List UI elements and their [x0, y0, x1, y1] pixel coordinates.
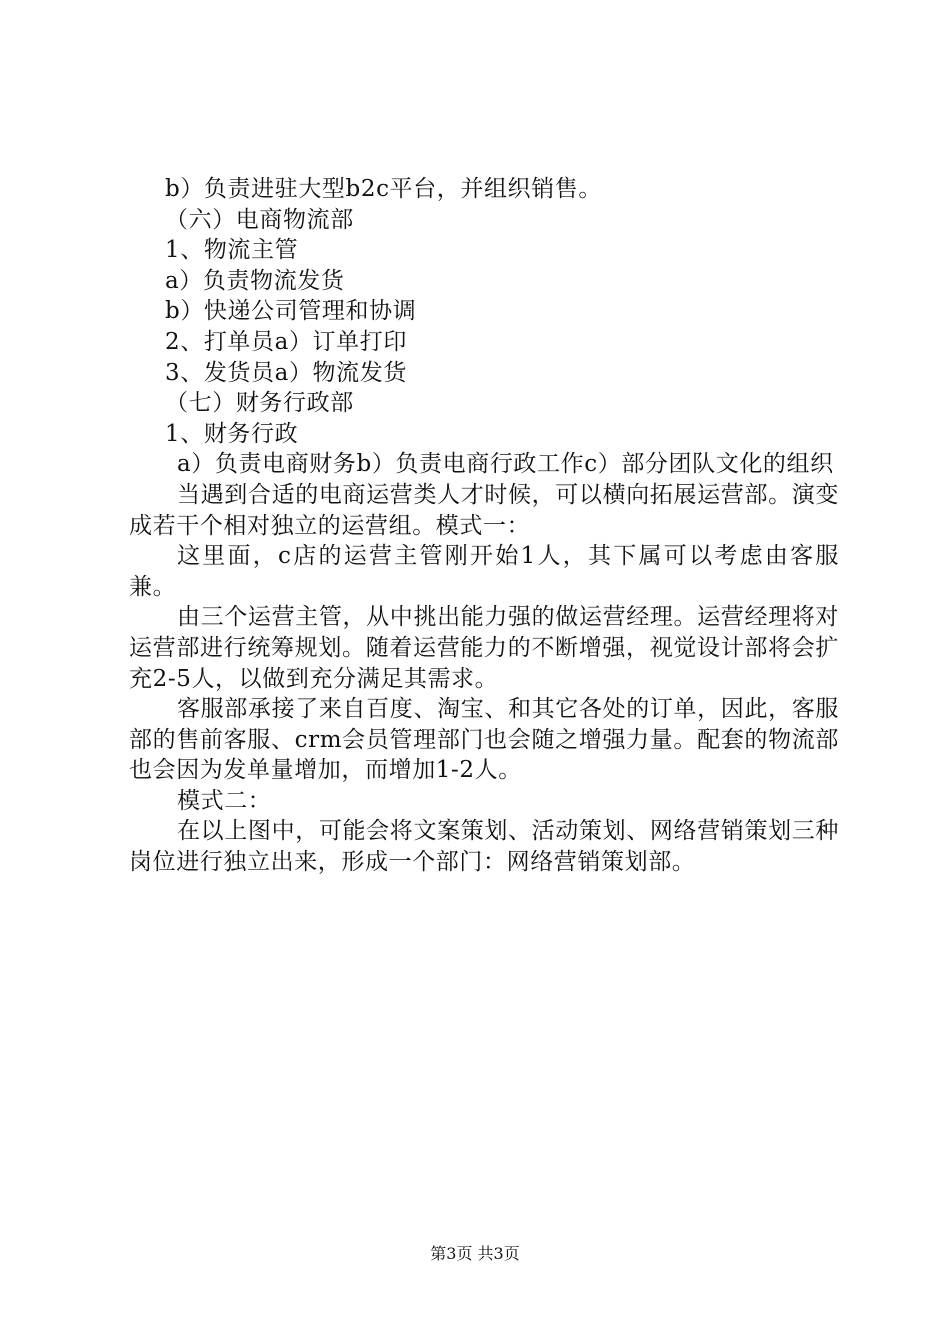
paragraph: 在以上图中，可能会将文案策划、活动策划、网络营销策划三种岗位进行独立出来，形成一个部门：网络营销策划部。	[129, 818, 839, 876]
text-line: b）负责进驻大型b2c平台，并组织销售。	[165, 176, 602, 202]
page-footer	[0, 1243, 950, 1265]
paragraph: 由三个运营主管，从中挑出能力强的做运营经理。运营经理将对运营部进行统筹规划。随着运营能力的不断增强，视觉设计部将会扩充2-5人，以做到充分满足其需求。	[129, 604, 839, 692]
section-heading: （六）电商物流部	[165, 206, 354, 233]
text-line: 2、打单员a）订单打印	[165, 328, 407, 355]
paragraph: 客服部承接了来自百度、淘宝、和其它各处的订单，因此，客服部的售前客服、crm会员管理部门也会随之增强力量。配套的物流部也会因为发单量增加，而增加1-2人。	[129, 696, 839, 784]
text-line: 1、物流主管	[165, 237, 299, 264]
paragraph: 这里面，c店的运营主管刚开始1人，其下属可以考虑由客服兼。	[129, 543, 839, 600]
document-body	[129, 174, 839, 878]
paragraph: a）负责电商财务b）负责电商行政工作c）部分团队文化的组织	[177, 451, 834, 478]
page-indicator: 第3页 共3页	[430, 1244, 520, 1263]
text-line: b）快递公司管理和协调	[165, 298, 417, 325]
text-line: a）负责物流发货	[165, 267, 345, 294]
section-heading: （七）财务行政部	[165, 390, 354, 417]
text-line: 1、财务行政	[165, 420, 299, 447]
text-line: 3、发货员a）物流发货	[165, 359, 407, 386]
paragraph: 模式二：	[177, 787, 272, 814]
paragraph: 当遇到合适的电商运营类人才时候，可以横向拓展运营部。演变成若干个相对独立的运营组。模式一：	[129, 481, 839, 539]
